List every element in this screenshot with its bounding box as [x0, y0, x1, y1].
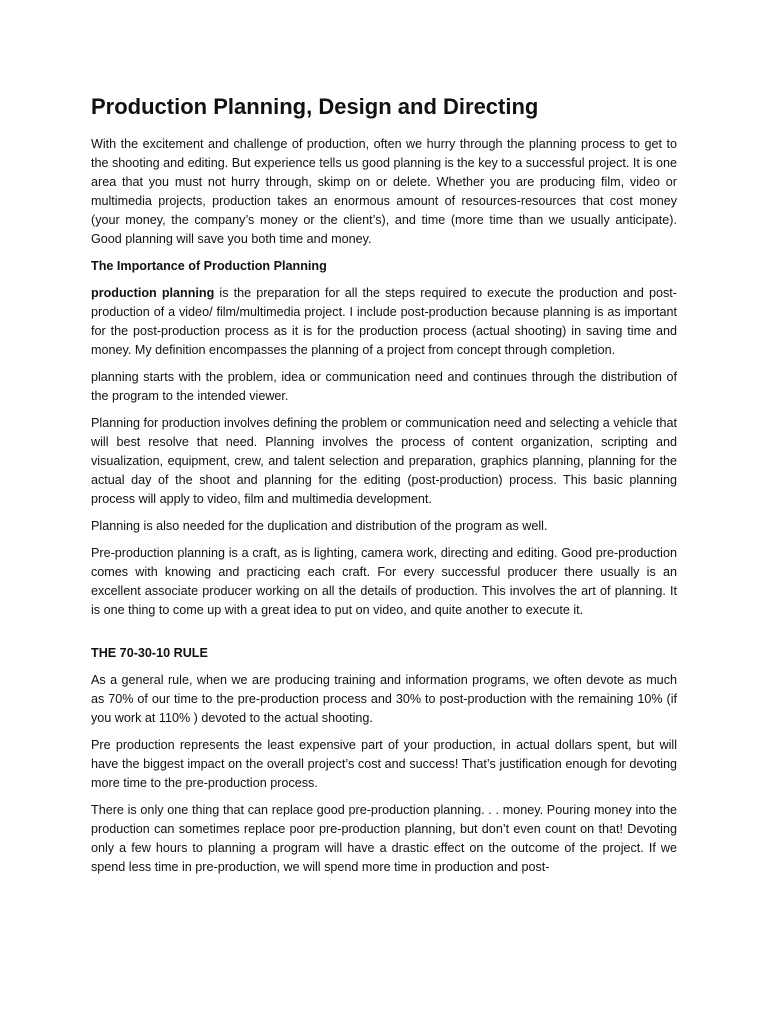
document-page: [91, 93, 677, 885]
section-heading-importance: The Importance of Production Planning: [91, 259, 327, 273]
general-rule-paragraph: As a general rule, when we are producing training and information programs, we often devote as much as 70% of our time to the pre-production process and 30% to post-production with the remaining 10% (if you work at 110% ) devoted to the actual shooting.: [91, 673, 677, 725]
duplication-paragraph: Planning is also needed for the duplication and distribution of the program as well.: [91, 519, 548, 533]
intro-paragraph: With the excitement and challenge of production, often we hurry through the planning process to get to the shooting and editing. But experience tells us good planning is the key to a successful project. It is one area that you must not hurry through, skimp on or delete. Whether you are producing film, video or multimedia projects, production takes an enormous amount of resources-resources that cost money (your money, the company’s money or the client’s), and time (more time than we usually anticipate). Good planning will save you both time and money.: [91, 137, 677, 246]
section-heading-rule: THE 70-30-10 RULE: [91, 646, 208, 660]
definition-paragraph: [91, 284, 677, 360]
planning-involves-paragraph: Planning for production involves defining the problem or communication need and selecting a vehicle that will best resolve that need. Planning involves the process of content organization, scripting and visualization, equipment, crew, and talent selection and preparation, graphics planning, planning for the actual day of the shoot and planning for the editing (post-production) process. This basic planning process will apply to video, film and multimedia development.: [91, 416, 677, 506]
pre-production-cost-paragraph: Pre production represents the least expensive part of your production, in actual dollars spent, but will have the biggest impact on the overall project’s cost and success! That’s justification enough for devoting more time to the pre-production process.: [91, 738, 677, 790]
planning-start-paragraph: planning starts with the problem, idea or communication need and continues through the distribution of the program to the intended viewer.: [91, 370, 677, 403]
money-paragraph: There is only one thing that can replace good pre-production planning. . . money. Pouring money into the production can sometimes replace poor pre-production planning, but don’t even count on that! Devoting only a few hours to planning a program will have a drastic effect on the outcome of the project. If we spend less time in pre-production, we will spend more time in production and post-: [91, 803, 677, 874]
definition-term: production planning: [91, 286, 215, 300]
craft-paragraph: Pre-production planning is a craft, as is lighting, camera work, directing and editing. Good pre-production comes with knowing and practicing each craft. For every successful producer there usually is an excellent associate producer working on all the details of production. This involves the art of planning. It is one thing to come up with a great idea to put on video, and quite another to execute it.: [91, 546, 677, 617]
page-title: Production Planning, Design and Directing: [91, 94, 539, 119]
definition-text: is the preparation for all the steps required to execute the production and post-production of a video/ film/multimedia project. I include post-production because planning is as important for the post-production process as it is for the production process (actual shooting) in saving time and money. My definition encompasses the planning of a project from concept through completion.: [91, 286, 677, 357]
